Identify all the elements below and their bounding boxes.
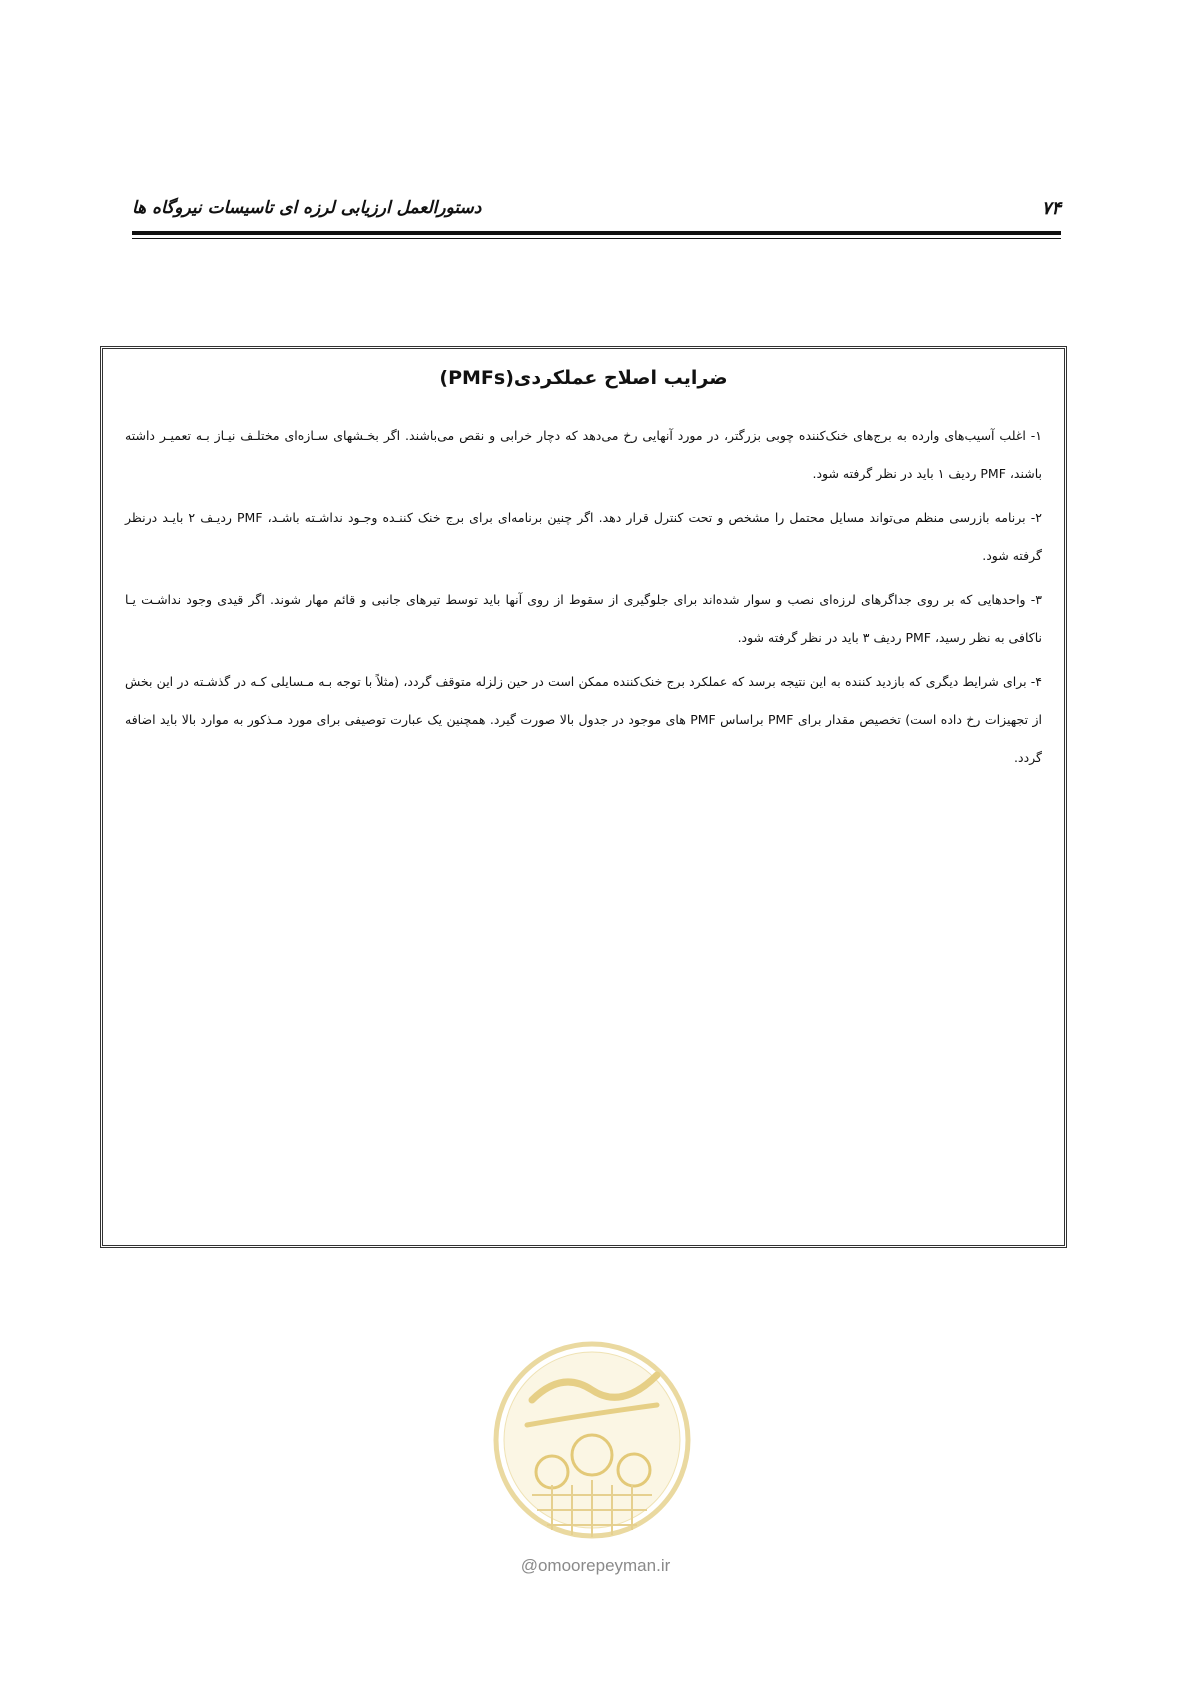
- seal-icon: [492, 1330, 692, 1552]
- paragraph-3: ۳- واحدهایی که بر روی جداگرهای لرزه‌ای نصب و سوار شده‌اند برای جلوگیری از سقوط از روی آنها باید توسط تیرهای جانبی و قائم مهار شوند. اگر قیدی وجود نداشـت یـا ناکافی به نظر رسید، PMF ردیف ۳ باید در نظر گرفته شود.: [125, 592, 1042, 645]
- header-rule-thick: [132, 231, 1061, 235]
- watermark-site: @omoorepeyman.ir: [520, 1556, 671, 1575]
- paragraph-list: [125, 417, 1042, 783]
- page-header: [132, 198, 1061, 228]
- page-number: ۷۴: [1041, 198, 1061, 219]
- paragraph-4: ۴- برای شرایط دیگری که بازدید کننده به این نتیجه برسد که عملکرد برج خنک‌کننده ممکن است در حین زلزله متوقف گردد، (مثلاً با توجه بـه مـسایلی کـه در گذشـته در این بخش از تجهیزات رخ داده است) تخصیص مقدار برای PMF براساس PMF های موجود در جدول بالا صورت گیرد. همچنین یک عبارت توصیفی برای مورد مـذکور به موارد بالا باید اضافه گردد.: [125, 674, 1042, 765]
- paragraph-2: ۲- برنامه بازرسی منظم می‌تواند مسایل محتمل را مشخص و تحت کنترل قرار دهد. اگر چنین برنامه‌ای برای برج خنک کننـده وجـود نداشـته باشـد، PMF ردیـف ۲ بایـد درنظر گرفته شود.: [125, 510, 1042, 563]
- running-title: دستورالعمل ارزیابی لرزه ای تاسیسات نیروگاه ها: [132, 198, 482, 218]
- header-rule-thin: [132, 238, 1061, 239]
- box-title: ضرایب اصلاح عملکردی(PMFs): [439, 367, 728, 389]
- content-box: [100, 346, 1067, 1248]
- paragraph-1: ۱- اغلب آسیب‌های وارده به برج‌های خنک‌کننده چوبی بزرگتر، در مورد آنهایی رخ می‌دهد که دچار خرابی و نقص می‌باشند. اگر بخـشهای سـازه‌ای مختلـف نیـاز بـه تعمیـر داشته باشند، PMF ردیف ۱ باید در نظر گرفته شود.: [125, 428, 1042, 481]
- watermark-logo: [492, 1330, 692, 1552]
